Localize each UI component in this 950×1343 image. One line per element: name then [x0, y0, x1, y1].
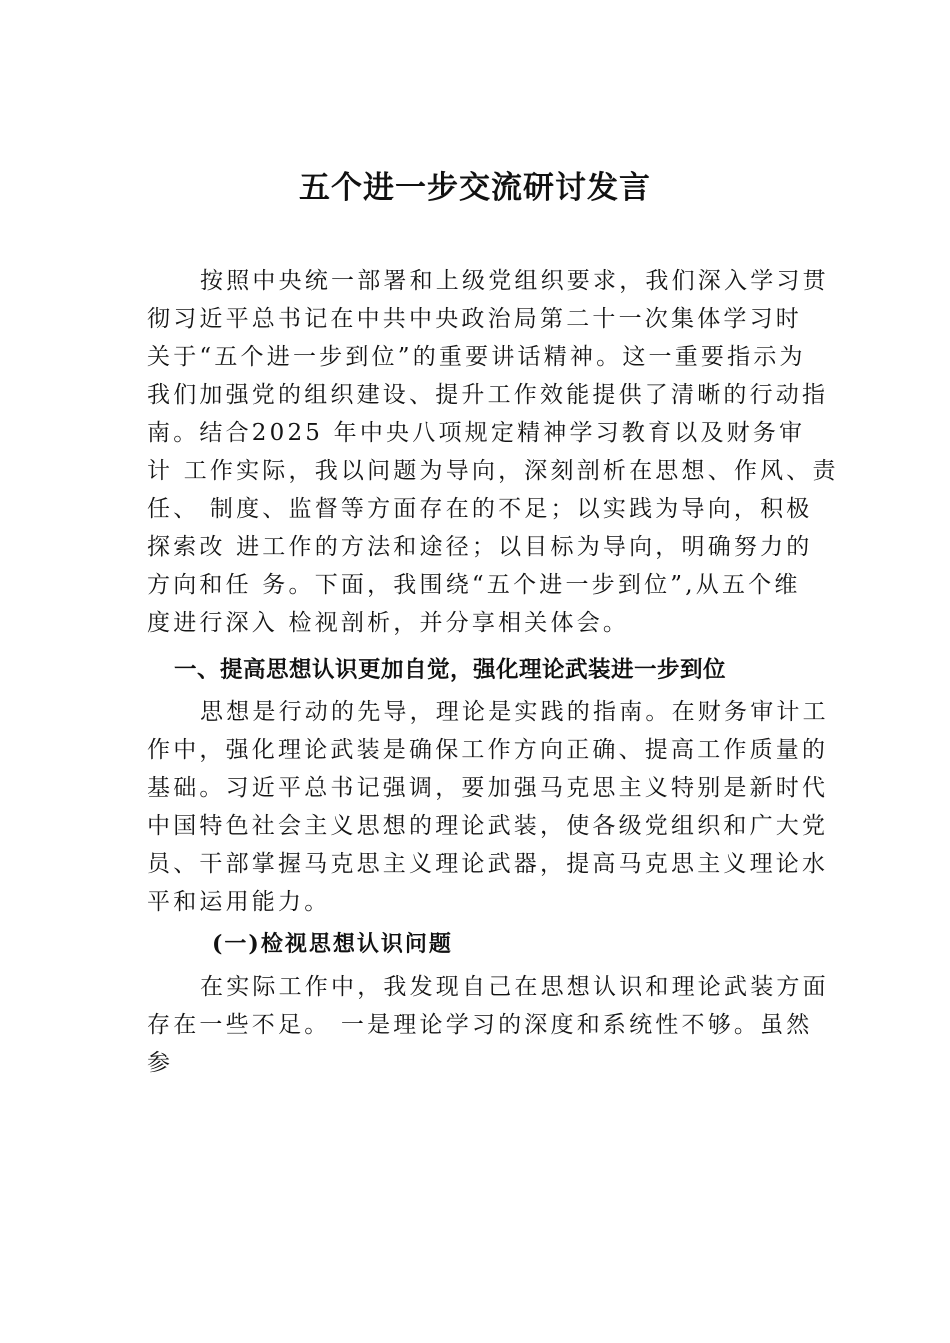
paragraph-line: 平和运用能力。	[147, 889, 331, 915]
subsection-heading-1: (一)检视思想认识问题	[212, 931, 453, 957]
paragraph-line: 参	[147, 1050, 174, 1076]
paragraph-line: 我们加强党的组织建设、提升工作效能提供了清晰的行动指	[147, 382, 829, 408]
paragraph-line: 计 工作实际，我以问题为导向，深刻剖析在思想、作风、责	[147, 458, 839, 484]
paragraph-line: 作中，强化理论武装是确保工作方向正确、提高工作质量的	[147, 737, 829, 763]
paragraph-line: 任、 制度、监督等方面存在的不足；以实践为导向，积极	[147, 496, 813, 522]
paragraph-line: 员、干部掌握马克思主义理论武器，提高马克思主义理论水	[147, 851, 829, 877]
paragraph-line: 存在一些不足。 一是理论学习的深度和系统性不够。虽然	[147, 1012, 813, 1038]
section-heading-1: 一、提高思想认识更加自觉，强化理论武装进一步到位	[174, 657, 727, 683]
paragraph-line: 南。结合2025 年中央八项规定精神学习教育以及财务审	[147, 420, 806, 446]
paragraph-line: 度进行深入 检视剖析，并分享相关体会。	[147, 610, 630, 636]
paragraph-line: 方向和任 务。下面，我围绕“五个进一步到位”,从五个维	[147, 572, 801, 598]
paragraph-line: 中国特色社会主义思想的理论武装，使各级党组织和广大党	[147, 813, 829, 839]
paragraph-line: 关于“五个进一步到位”的重要讲话精神。这一重要指示为	[147, 344, 806, 370]
paragraph-line: 探索改 进工作的方法和途径；以目标为导向，明确努力的	[147, 534, 813, 560]
paragraph-line: 基础。习近平总书记强调，要加强马克思主义特别是新时代	[147, 775, 829, 801]
paragraph-line: 彻习近平总书记在中共中央政治局第二十一次集体学习时	[147, 306, 802, 332]
paragraph-line: 按照中央统一部署和上级党组织要求，我们深入学习贯	[200, 268, 829, 294]
paragraph-line: 思想是行动的先导，理论是实践的指南。在财务审计工	[200, 699, 829, 725]
paragraph-line: 在实际工作中，我发现自己在思想认识和理论武装方面	[200, 974, 829, 1000]
document-title: 五个进一步交流研讨发言	[299, 170, 651, 206]
